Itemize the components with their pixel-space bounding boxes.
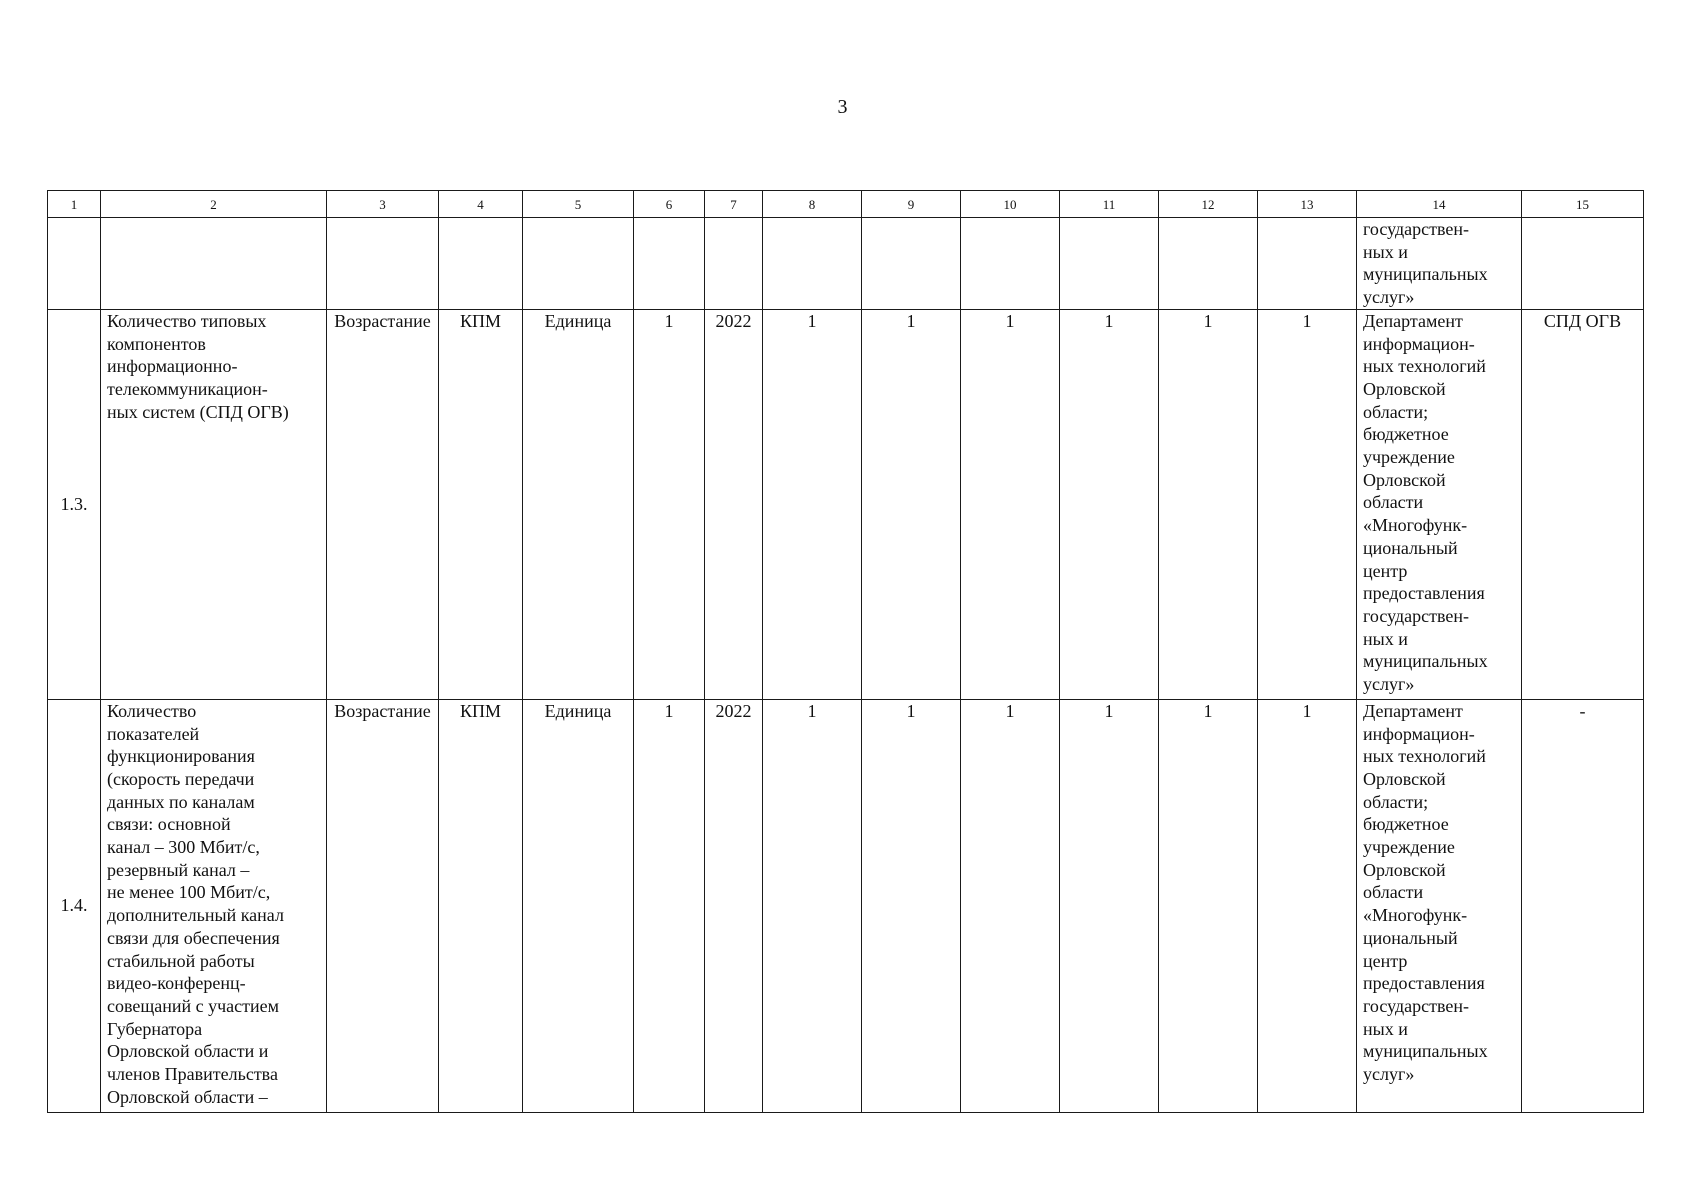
table-cell <box>1258 218 1357 310</box>
table-cell <box>101 218 327 310</box>
table-cell <box>634 218 705 310</box>
direction-cell: Возрастание <box>327 699 439 1112</box>
table-cell <box>763 218 862 310</box>
col-header: 7 <box>705 191 763 218</box>
value-cell: 1 <box>763 309 862 699</box>
table-row-continuation <box>48 218 1644 310</box>
level-cell: КПМ <box>439 699 523 1112</box>
base-year-cell: 2022 <box>705 309 763 699</box>
row-number: 1.4. <box>48 699 101 1112</box>
table-cell <box>1522 218 1644 310</box>
table-cell <box>48 218 101 310</box>
col-header: 9 <box>862 191 961 218</box>
table-row <box>48 309 1644 699</box>
direction-cell: Возрастание <box>327 309 439 699</box>
col-header: 3 <box>327 191 439 218</box>
value-cell: 1 <box>763 699 862 1112</box>
table-cell <box>961 218 1060 310</box>
system-cell: - <box>1522 699 1644 1112</box>
col-header: 12 <box>1159 191 1258 218</box>
system-cell: СПД ОГВ <box>1522 309 1644 699</box>
value-cell: 1 <box>961 309 1060 699</box>
responsible-cell: Департамент информацион- ных технологий Орловской области; бюджетное учреждение Орловской области «Многофунк- циональный центр предоставления государствен- ных и муниципальных услуг» <box>1357 309 1522 699</box>
responsible-cell: Департамент информацион- ных технологий Орловской области; бюджетное учреждение Орловской области «Многофунк- циональный центр предоставления государствен- ных и муниципальных услуг» <box>1357 699 1522 1112</box>
table-cell <box>327 218 439 310</box>
responsible-cell: государствен- ных и муниципальных услуг» <box>1357 218 1522 310</box>
col-header: 14 <box>1357 191 1522 218</box>
table-cell <box>439 218 523 310</box>
value-cell: 1 <box>961 699 1060 1112</box>
base-year-cell: 2022 <box>705 699 763 1112</box>
row-number: 1.3. <box>48 309 101 699</box>
unit-cell: Единица <box>523 699 634 1112</box>
col-header: 8 <box>763 191 862 218</box>
col-header: 10 <box>961 191 1060 218</box>
value-cell: 1 <box>1258 309 1357 699</box>
value-cell: 1 <box>1159 309 1258 699</box>
col-header: 5 <box>523 191 634 218</box>
page-number: 3 <box>837 96 848 118</box>
table-cell <box>862 218 961 310</box>
unit-cell: Единица <box>523 309 634 699</box>
base-value-cell: 1 <box>634 699 705 1112</box>
level-cell: КПМ <box>439 309 523 699</box>
value-cell: 1 <box>862 699 961 1112</box>
col-header: 6 <box>634 191 705 218</box>
table-cell <box>705 218 763 310</box>
col-header: 13 <box>1258 191 1357 218</box>
value-cell: 1 <box>1060 699 1159 1112</box>
value-cell: 1 <box>1060 309 1159 699</box>
col-header: 4 <box>439 191 523 218</box>
value-cell: 1 <box>1159 699 1258 1112</box>
header-row <box>48 191 1644 218</box>
col-header: 15 <box>1522 191 1644 218</box>
col-header: 11 <box>1060 191 1159 218</box>
col-header: 1 <box>48 191 101 218</box>
table-row <box>48 699 1644 1112</box>
table-cell <box>1060 218 1159 310</box>
indicator-name: Количество показателей функционирования (скорость передачи данных по каналам связи: основной канал – 300 Мбит/с, резервный канал – не менее 100 Мбит/с, дополнительный канал связи для обеспечения стабильной работы видео-конференц- совещаний с участием Губернатора Орловской области и членов Правительства Орловской области – <box>101 699 327 1112</box>
table-cell <box>523 218 634 310</box>
base-value-cell: 1 <box>634 309 705 699</box>
value-cell: 1 <box>1258 699 1357 1112</box>
col-header: 2 <box>101 191 327 218</box>
table-cell <box>1159 218 1258 310</box>
value-cell: 1 <box>862 309 961 699</box>
indicators-table <box>47 190 1644 1113</box>
indicator-name: Количество типовых компонентов информационно- телекоммуникацион- ных систем (СПД ОГВ) <box>101 309 327 699</box>
